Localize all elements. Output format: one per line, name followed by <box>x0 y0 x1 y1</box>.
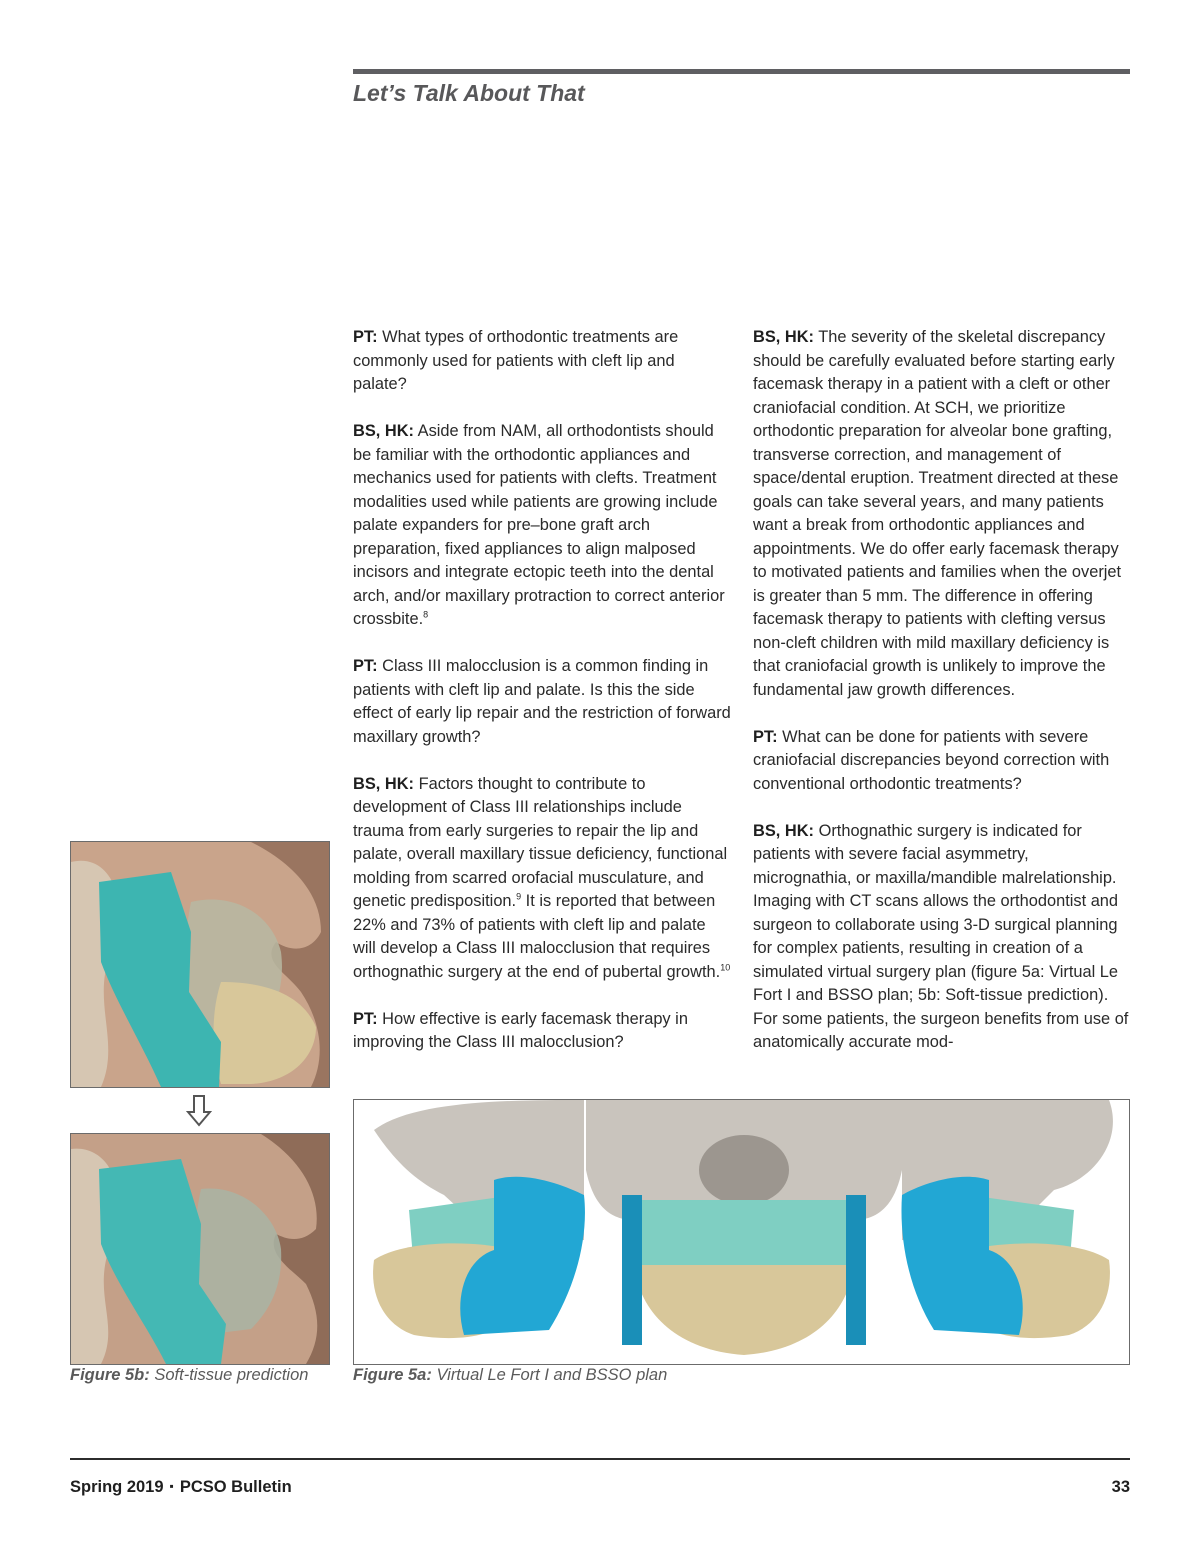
answer-class-iii-factors <box>353 773 731 985</box>
caption-text: Virtual Le Fort I and BSSO plan <box>431 1366 668 1384</box>
speaker-label: BS, HK: <box>353 422 415 440</box>
skull-lateral-illustration <box>71 842 329 1087</box>
footer-publication <box>70 1478 292 1497</box>
answer-text-continued: It is reported that between 22% and 73% of patients with cleft lip and palate will develop a Class III malocclusion that requires orthognathic surgery at the end of pubertal growth. <box>353 892 721 981</box>
question-facemask <box>353 1008 731 1055</box>
bottom-rule <box>70 1458 1130 1460</box>
answer-facemask <box>753 326 1131 702</box>
speaker-label: PT: <box>353 657 378 675</box>
speaker-label: BS, HK: <box>753 328 815 346</box>
section-title: Let’s Talk About That <box>353 80 585 106</box>
figure-label: Figure 5a: <box>353 1366 432 1384</box>
caption-text: Soft-tissue prediction <box>149 1366 309 1384</box>
answer-text: Orthognathic surgery is indicated for patients with severe facial asymmetry, micrognathia, or maxilla/mandible malrelationship. Imaging with CT scans allows the orthodontist and surgeon to collaborate using 3-D surgical planning for complex patients, resulting in creation of a simulated virtual surgery plan (figure 5a: Virtual Le Fort I and BSSO plan; 5b: Soft-tissue prediction). For some patients, the surgeon benefits from use of anatomically accurate mod- <box>753 821 1129 1051</box>
speaker-label: BS, HK: <box>353 774 415 793</box>
figure-5b-soft-tissue-prediction-image <box>70 1133 330 1365</box>
answer-text: The severity of the skeletal discrepancy should be carefully evaluated before starting early facemask therapy in a patient with a cleft or other craniofacial condition. At SCH, we prioritize orthodontic preparation for alveolar bone grafting, transverse correction, and management of space/dental eruption. Treatment directed at these goals can take several years, and many patients want a break from orthodontic appliances and appointments. We do offer early facemask therapy to motivated patients and families when the overjet is greater than 5 mm. The difference in offering facemask therapy to patients with clefting versus non-cleft children with mild maxillary deficiency is that craniofacial growth is unlikely to improve the fundamental jaw growth differences. <box>753 328 1122 699</box>
speaker-label: PT: <box>753 727 778 746</box>
top-rule <box>353 69 1130 74</box>
reference-number: 8 <box>423 609 429 620</box>
speaker-label: PT: <box>353 1009 378 1028</box>
speaker-label: BS, HK: <box>753 821 815 840</box>
figure-label: Figure 5b: <box>70 1366 150 1384</box>
figure-5b-preoperative-image <box>70 841 330 1088</box>
bullet-separator: ▪ <box>169 1479 174 1493</box>
answer-text: Aside from NAM, all orthodontists should be familiar with the orthodontic appliances and mechanics used for patients with clefts. Treatment modalities used while patients are growing include palate expanders for pre–bone graft arch preparation, fixed appliances to align malposed incisors and integrate ectopic teeth into the dental arch, and/or maxillary protraction to correct anterior crossbite. <box>353 422 725 628</box>
publication-name: PCSO Bulletin <box>179 1478 292 1496</box>
answer-text: Factors thought to contribute to development of Class III relationships include trauma from early surgeries to repair the lip and palate, overall maxillary tissue deficiency, functional molding from scarred orofacial musculature, and genetic predisposition. <box>353 774 728 910</box>
figure-5a-virtual-surgery-plan-image <box>353 1099 1130 1365</box>
figure-5a-caption <box>353 1366 667 1385</box>
skull-lateral-prediction-illustration <box>71 1134 329 1364</box>
speaker-label: PT: <box>353 328 378 346</box>
question-severe-discrepancies <box>753 726 1131 797</box>
answer-orthognathic-surgery <box>753 820 1131 1055</box>
figure-5b-caption <box>70 1366 308 1385</box>
issue-date: Spring 2019 <box>70 1478 164 1496</box>
page-number: 33 <box>1111 1478 1130 1496</box>
question-class-iii <box>353 655 731 749</box>
left-column <box>353 326 731 1078</box>
reference-number: 10 <box>720 962 731 973</box>
question-text: Class III malocclusion is a common finding in patients with cleft lip and palate. Is this the side effect of early lip repair and the restriction of forward maxillary growth? <box>353 657 731 746</box>
question-text: How effective is early facemask therapy in improving the Class III malocclusion? <box>353 1009 688 1051</box>
question-text: What types of orthodontic treatments are commonly used for patients with cleft lip and palate? <box>353 328 679 393</box>
reference-number: 9 <box>516 891 522 902</box>
answer-appliances <box>353 420 731 632</box>
question-text: What can be done for patients with severe craniofacial discrepancies beyond correction with conventional orthodontic treatments? <box>753 727 1110 793</box>
right-column <box>753 326 1131 1078</box>
skull-3d-renderings-illustration <box>354 1100 1129 1364</box>
question-orthodontic-treatments <box>353 326 731 397</box>
arrow-down-icon <box>186 1094 212 1128</box>
